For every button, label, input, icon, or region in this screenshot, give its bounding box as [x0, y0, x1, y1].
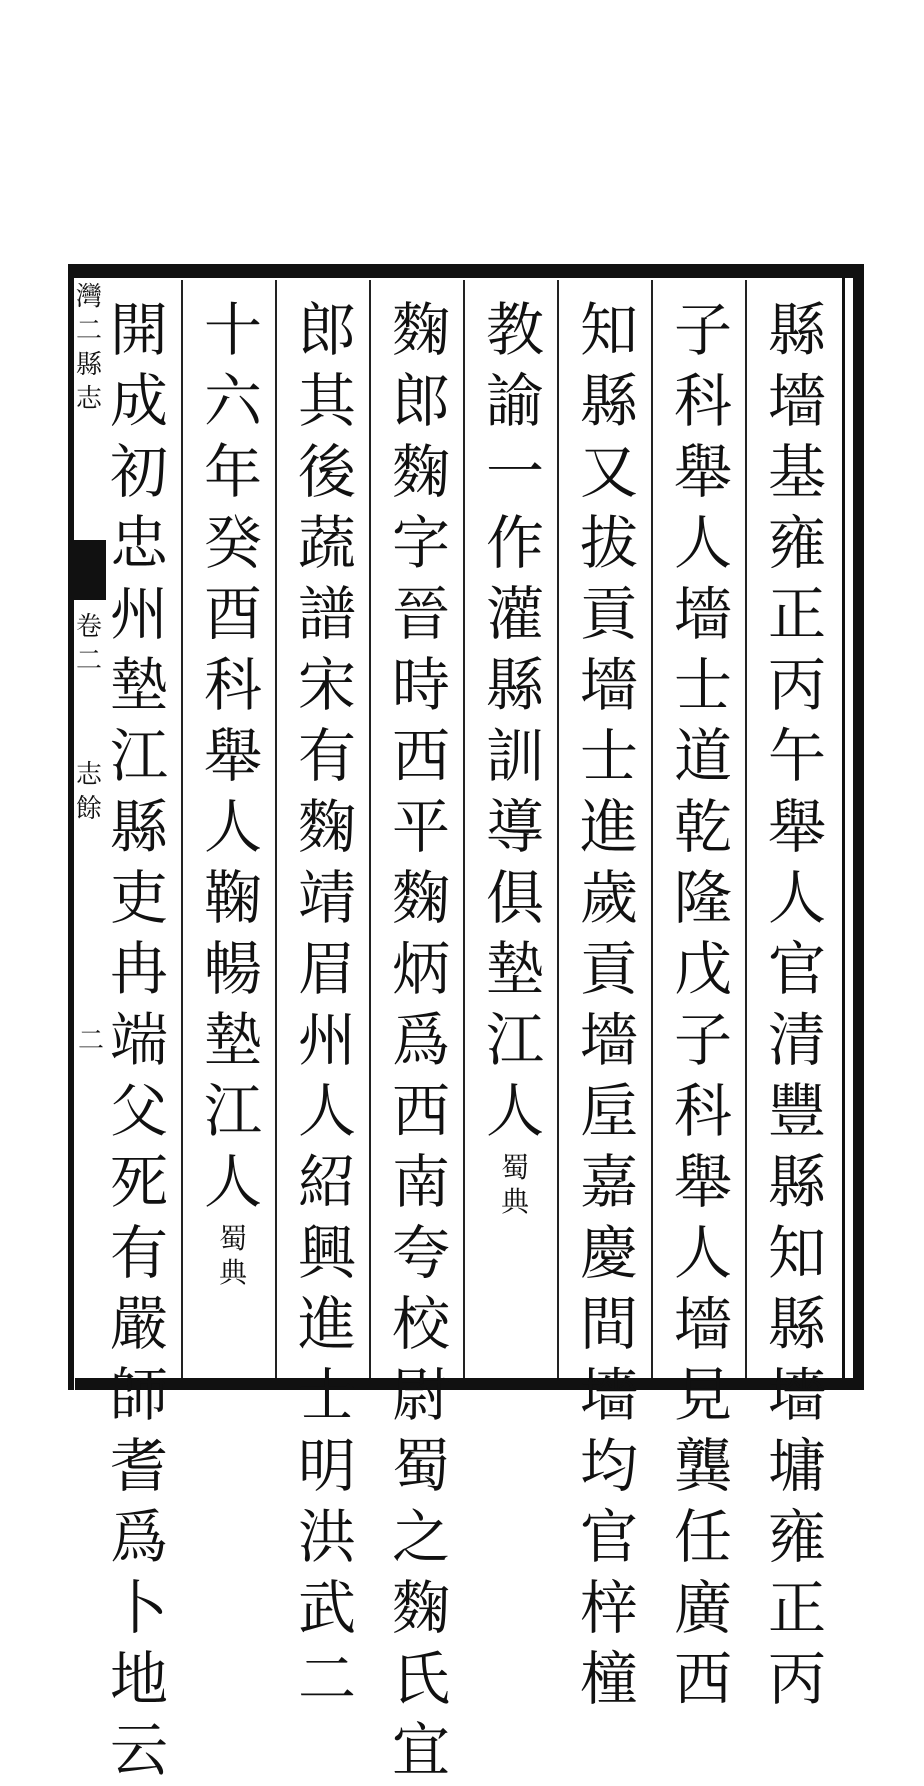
column-main-text: 麴 郎 麴 字 晉 時 西 平 麴 炳 爲 西 南 夸 校 尉 蜀 之 麴 氏 宜 [391, 296, 450, 1784]
column-rule [557, 280, 559, 1378]
frame-right-border [853, 264, 864, 1390]
column-main-text: 開 成 初 忠 州 墊 江 縣 吏 冉 端 父 死 有 嚴 師 耆 爲 卜 地 云 [109, 296, 168, 1784]
text-column [198, 295, 268, 1290]
margin-section: 志餘 [76, 760, 103, 824]
margin-juan-wrap [76, 610, 102, 826]
column-main-text: 郎 其 後 蔬 譜 宋 有 麴 靖 眉 州 人 紹 興 進 士 明 洪 武 二 [297, 296, 356, 1713]
margin-title: 灣二縣志 [76, 282, 103, 414]
text-column [386, 295, 456, 1786]
column-rule [463, 280, 465, 1378]
fish-tail-mark [70, 540, 106, 600]
column-main-text: 十 六 年 癸 酉 科 舉 人 鞠 暢 墊 江 人 [203, 296, 262, 1216]
folio-number: 二 [78, 1026, 105, 1056]
column-rule [745, 280, 747, 1378]
column-annotation: 蜀 典 [218, 1222, 247, 1289]
column-rule [369, 280, 371, 1378]
text-column [104, 295, 174, 1786]
column-rule [651, 280, 653, 1378]
frame-bottom-border [75, 1378, 864, 1390]
column-main-text: 知 縣 又 拔 貢 墻 士 進 歲 貢 墻 垕 嘉 慶 間 墻 均 官 梓 橦 [579, 296, 638, 1713]
text-column [762, 295, 832, 1715]
column-main-text: 子 科 舉 人 墻 士 道 乾 隆 戊 子 科 舉 人 墻 見 龔 任 廣 西 [673, 296, 732, 1713]
frame-top-border [68, 264, 864, 278]
column-main-text: 縣 墻 基 雍 正 丙 午 舉 人 官 清 豐 縣 知 縣 墻 墉 雍 正 丙 [767, 296, 826, 1713]
column-rule [275, 280, 277, 1378]
column-rule [181, 280, 183, 1378]
text-column [292, 295, 362, 1715]
text-column [668, 295, 738, 1715]
text-column [574, 295, 644, 1715]
text-column [480, 295, 550, 1219]
frame-right-inner-line [842, 278, 845, 1378]
column-annotation: 蜀 典 [500, 1151, 529, 1218]
column-main-text: 教 諭 一 作 灌 縣 訓 導 俱 墊 江 人 [485, 296, 544, 1145]
page-margin-column [76, 280, 105, 1378]
frame-left-border [68, 264, 74, 1390]
margin-juan: 卷二 [76, 612, 103, 676]
